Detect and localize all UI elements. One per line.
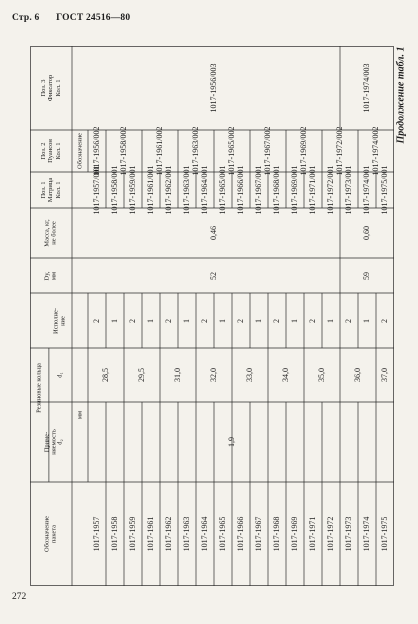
cell-pos1: 1017-1962/001 (164, 165, 173, 215)
cell-pos2: 1017-1969/002 (299, 126, 308, 176)
cell-d1: 28,5 (101, 368, 110, 382)
cell-pos1: 1017-1972/001 (326, 165, 335, 215)
cell-d1: 35,0 (317, 368, 326, 382)
cell-designation: 1017-1968 (272, 516, 281, 552)
cell-pos2: 1017-1967/002 (263, 126, 272, 176)
cell-version: 2 (272, 318, 281, 323)
header-line: Исполне- (52, 307, 60, 334)
header-version (53, 308, 68, 334)
header-dy (44, 271, 59, 280)
header-line: Пуансон (47, 139, 55, 163)
cell-designation: 1017-1964 (200, 516, 209, 552)
cell-version: 2 (236, 318, 245, 323)
cell-version: 2 (164, 318, 173, 323)
cell-version: 1 (182, 318, 191, 323)
cell-designation: 1017-1963 (182, 516, 191, 552)
header-d2: d₂ (56, 439, 64, 445)
header-line: мм (51, 271, 58, 280)
header-line: Масса, кг, (43, 219, 51, 247)
rotated-table (30, 46, 394, 586)
cell-designation: 1017-1957 (92, 516, 101, 552)
cell-d2: 1,9 (227, 437, 236, 447)
header-line: не более (51, 221, 58, 245)
cell-version: 2 (344, 318, 353, 323)
header-d1: d₁ (56, 372, 64, 378)
cell-pos1: 1017-1966/001 (236, 165, 245, 215)
header-mass (44, 219, 59, 246)
cell-version: 2 (92, 318, 101, 323)
cell-designation: 1017-1972 (326, 516, 335, 552)
cell-pos2: 1017-1958/002 (119, 126, 128, 176)
cell-d1: 32,0 (209, 368, 218, 382)
header-line: ние (60, 315, 68, 326)
cell-pos2: 1017-1963/002 (191, 126, 200, 176)
header-line: Dу, (43, 271, 51, 280)
cell-d1: 34,0 (281, 368, 290, 382)
cell-designation: 1017-1973 (344, 516, 353, 552)
cell-pos1: 1017-1973/001 (344, 165, 353, 215)
cell-pos1: 1017-1965/001 (218, 165, 227, 215)
cell-d1: 36,0 (353, 368, 362, 382)
header-pos3 (40, 75, 62, 102)
header-line: Поз. 2 (39, 142, 47, 160)
cell-pos1: 1017-1968/001 (272, 165, 281, 215)
table-continuation-label: Продолжение табл. 1 (395, 46, 407, 144)
cell-version: 1 (254, 318, 263, 323)
cell-designation: 1017-1965 (218, 516, 227, 552)
cell-version: 1 (146, 318, 155, 323)
header-line: Поз. 3 (39, 79, 47, 97)
cell-version: 2 (380, 318, 389, 323)
header-line: Матрица (47, 177, 55, 203)
header-line: пакета (51, 524, 58, 544)
header-line: Обозначение (43, 516, 51, 552)
cell-version: 2 (200, 318, 209, 323)
cell-designation: 1017-1962 (164, 516, 173, 552)
page-label: Стр. 6 (12, 13, 40, 23)
cell-version: 1 (218, 318, 227, 323)
cell-designation: 1017-1975 (380, 516, 389, 552)
cell-version: 2 (308, 318, 317, 323)
cell-designation: 1017-1959 (128, 516, 137, 552)
cell-pos1: 1017-1971/001 (308, 165, 317, 215)
cell-pos2: 1017-1965/002 (227, 126, 236, 176)
cell-designation: 1017-1966 (236, 516, 245, 552)
cell-pos1: 1017-1967/001 (254, 165, 263, 215)
header-pos2-sub: Обозначение (76, 133, 84, 169)
header-designation (44, 516, 59, 552)
header-pos1 (40, 178, 62, 203)
header-line: Кол. 1 (54, 79, 62, 97)
cell-designation: 1017-1961 (146, 516, 155, 552)
cell-pos2: 1017-1956/002 (92, 126, 101, 176)
cell-pos2: 1017-1972/002 (335, 126, 344, 176)
cell-d1: 29,5 (137, 368, 146, 382)
cell-dy: 59 (362, 271, 371, 280)
header-line: Примe- (43, 431, 51, 453)
cell-version: 1 (326, 318, 335, 323)
cell-version: 1 (290, 318, 299, 323)
cell-pos1: 1017-1964/001 (200, 165, 209, 215)
cell-dy: 52 (209, 271, 218, 280)
cell-pos2: 1017-1974/002 (371, 126, 380, 176)
page-number: 272 (12, 592, 27, 602)
cell-pos1: 1017-1969/001 (290, 165, 299, 215)
cell-pos3: 1017-1956/003 (209, 63, 218, 113)
cell-designation: 1017-1971 (308, 516, 317, 552)
cell-d1: 33,0 (245, 368, 254, 382)
cell-pos1: 1017-1958/001 (110, 165, 119, 215)
cell-pos3: 1017-1974/003 (362, 63, 371, 113)
page-header (12, 13, 130, 23)
header-line: няемость (51, 429, 58, 455)
cell-pos1: 1017-1974/001 (362, 165, 371, 215)
cell-version: 1 (110, 318, 119, 323)
cell-designation: 1017-1969 (290, 516, 299, 552)
header-unit-mm: мм (76, 410, 84, 420)
cell-designation: 1017-1958 (110, 516, 119, 552)
cell-pos1: 1017-1963/001 (182, 165, 191, 215)
cell-version: 1 (362, 318, 371, 323)
cell-pos1: 1017-1975/001 (380, 165, 389, 215)
cell-pos1: 1017-1959/001 (128, 165, 137, 215)
header-line: Поз. 1 (39, 181, 47, 199)
cell-mass: 0,60 (362, 226, 371, 240)
cell-mass: 0,46 (209, 226, 218, 240)
standard-number: ГОСТ 24516—80 (56, 13, 131, 23)
cell-pos1: 1017-1957/001 (92, 165, 101, 215)
cell-d1: 37,0 (380, 368, 389, 382)
header-line: Фиксатор (47, 74, 55, 102)
header-line: Кол. 1 (54, 181, 62, 199)
header-line: Кол. 1 (54, 142, 62, 160)
cell-version: 2 (128, 318, 137, 323)
cell-pos2: 1017-1961/002 (155, 126, 164, 176)
cell-d1: 31,0 (173, 368, 182, 382)
cell-designation: 1017-1974 (362, 516, 371, 552)
cell-designation: 1017-1967 (254, 516, 263, 552)
header-rubber-rings: Резиновые кольца (35, 362, 43, 413)
cell-pos1: 1017-1961/001 (146, 165, 155, 215)
header-pos2 (40, 139, 62, 163)
